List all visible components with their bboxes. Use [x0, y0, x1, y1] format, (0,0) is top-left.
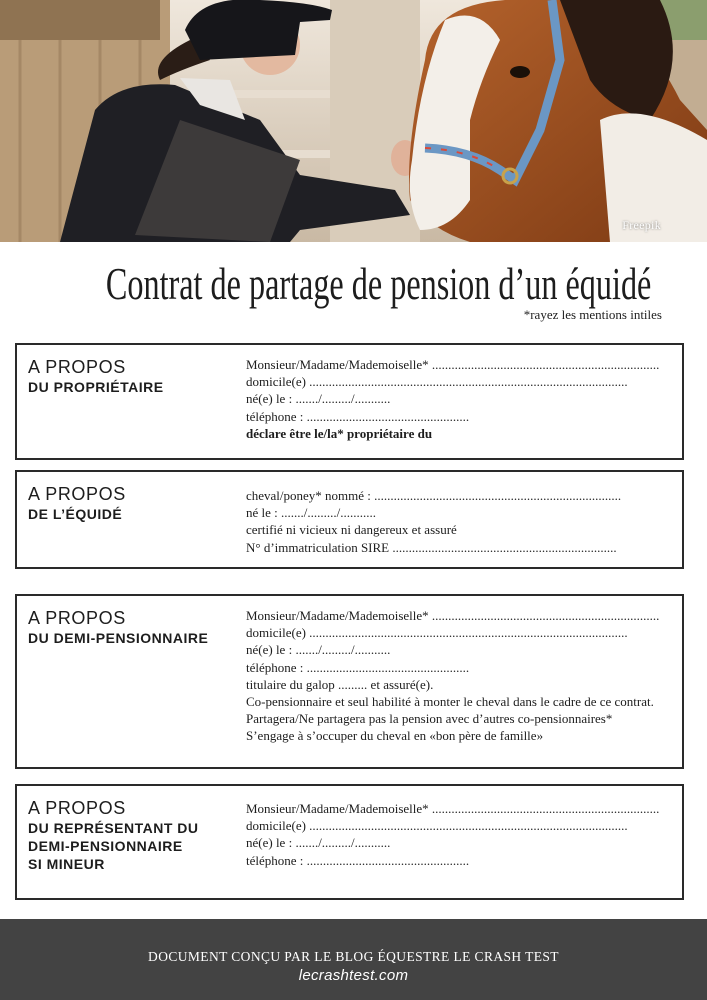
field-date-naissance[interactable]: né(e) le : ......./........./........... — [246, 391, 391, 407]
field-date-naissance-cheval[interactable]: né le : ......./........./........... — [246, 505, 376, 521]
statement-co-pensionnaire: Co-pensionnaire et seul habilité à monter le cheval dans le cadre de ce contrat. — [246, 694, 654, 710]
statement-engagement: S’engage à s’occuper du cheval en «bon père de famille» — [246, 728, 544, 744]
section-subtitle: DE L’ÉQUIDÉ — [28, 506, 123, 522]
section-heading — [28, 484, 243, 523]
field-galop[interactable]: titulaire du galop ......... et assuré(e). — [246, 676, 434, 692]
section-kicker: A PROPOS — [28, 357, 126, 377]
field-civilite[interactable]: Monsieur/Madame/Mademoiselle* ...................................................................... — [246, 357, 660, 372]
field-telephone[interactable]: téléphone : .................................................. — [246, 659, 470, 675]
section-heading — [28, 357, 243, 396]
section-kicker: A PROPOS — [28, 608, 126, 628]
footnote-rayez: *rayez les mentions intiles — [523, 307, 662, 322]
photo-credit: Freepik — [622, 218, 661, 232]
section-demi-pensionnaire — [15, 594, 684, 769]
field-sire[interactable]: N° d’immatriculation SIRE ..................................................................... — [246, 539, 617, 555]
statement-partage: Partagera/Ne partagera pas la pension avec d’autres co-pensionnaires* — [246, 711, 613, 727]
hero-photo — [0, 0, 707, 242]
section-equide — [15, 470, 684, 569]
section-representant — [15, 784, 684, 900]
field-civilite[interactable]: Monsieur/Madame/Mademoiselle* ...................................................................... — [246, 801, 660, 816]
field-date-naissance[interactable]: né(e) le : ......./........./........... — [246, 835, 391, 851]
document-title: Contrat de partage de pension d’un équidé — [105, 258, 652, 309]
field-civilite[interactable]: Monsieur/Madame/Mademoiselle* ...................................................................... — [246, 608, 660, 623]
section-fields — [246, 487, 678, 556]
field-domicile[interactable]: domicile(e) .................................................................................................. — [246, 625, 628, 641]
section-fields — [246, 800, 678, 869]
section-fields — [246, 356, 678, 442]
section-fields — [246, 607, 678, 745]
section-heading — [28, 798, 243, 873]
field-telephone[interactable]: téléphone : .................................................. — [246, 852, 470, 868]
declaration-proprietaire: déclare être le/la* propriétaire du — [246, 425, 433, 441]
section-kicker: A PROPOS — [28, 484, 126, 504]
field-domicile[interactable]: domicile(e) .................................................................................................. — [246, 818, 628, 834]
field-nom-cheval[interactable]: cheval/poney* nommé : ............................................................................ — [246, 488, 622, 503]
section-subtitle: DU REPRÉSENTANT DU DEMI-PENSIONNAIRE SI MINEUR — [28, 820, 199, 872]
section-subtitle: DU DEMI-PENSIONNAIRE — [28, 630, 209, 646]
horse-rider-illustration — [0, 0, 707, 242]
field-telephone[interactable]: téléphone : .................................................. — [246, 408, 470, 424]
section-kicker: A PROPOS — [28, 798, 126, 818]
statement-assure: certifié ni vicieux ni dangereux et assuré — [246, 522, 457, 538]
section-subtitle: DU PROPRIÉTAIRE — [28, 379, 164, 395]
section-proprietaire — [15, 343, 684, 460]
footer-website-link[interactable]: lecrashtest.com — [298, 967, 409, 984]
field-domicile[interactable]: domicile(e) .................................................................................................. — [246, 374, 628, 390]
field-date-naissance[interactable]: né(e) le : ......./........./........... — [246, 642, 391, 658]
section-heading — [28, 608, 243, 647]
footer — [0, 919, 707, 1000]
footer-credit: DOCUMENT CONÇU PAR LE BLOG ÉQUESTRE LE CRASH TEST — [148, 949, 559, 964]
